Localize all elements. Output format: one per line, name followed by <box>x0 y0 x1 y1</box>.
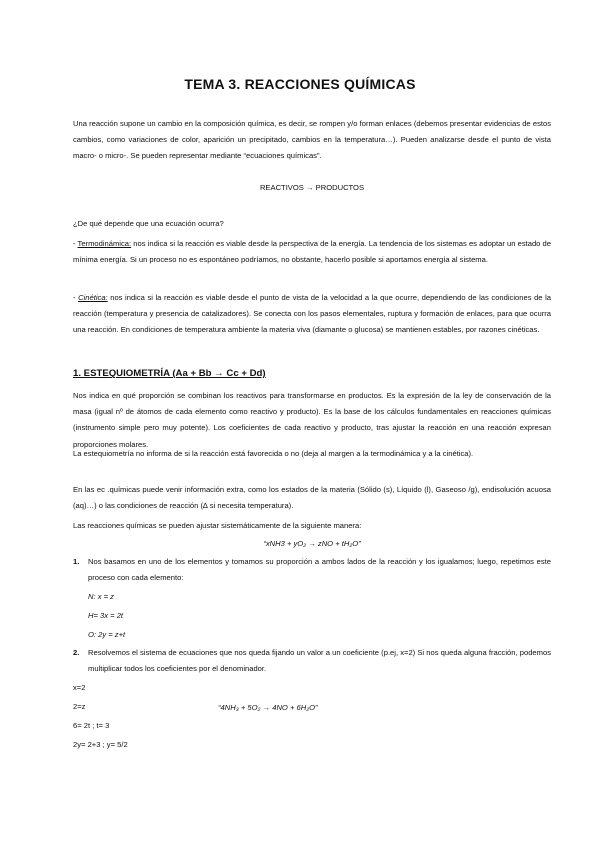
estequiometria-paragraph-2: La estequiometría no informa de si la reacción está favorecida o no (deja al margen a la termodinámica y a la cinética). <box>73 449 474 458</box>
reactivos-productos: REACTIVOS → PRODUCTOS <box>259 183 365 192</box>
step-2-text: Resolvemos el sistema de ecuaciones que nos queda fijando un valor a un coeficiente (p.ej, x=2) Si nos queda alguna fracción, podemos multiplicar todos los coeficientes por el denominador. <box>88 648 551 674</box>
step-2 <box>73 645 551 677</box>
cinetica-prefix: - <box>73 293 79 302</box>
page-title: TEMA 3. REACCIONES QUÍMICAS <box>184 76 416 92</box>
final-equation: “4NH₃ + 5O₂ → 4NO + 6H₂O” <box>218 703 318 712</box>
intro-paragraph: Una reacción supone un cambio en la composición química, es decir, se rompen y/o forman enlaces (debemos presentar evidencias de estos cambios, como variaciones de color, aparición un precipitado, cambios en la temperatura…). Pueden analizarse desde el punto de vista macro- o micro-. Se pueden representar mediante “ecuaciones químicas”. <box>73 119 551 161</box>
termo-text: nos indica si la reacción es viable desde la perspectiva de la energía. La tendencia de los sistemas es adoptar un estado de mínima energía. Si un proceso no es espontáneo podríamos, no obstante, hacerlo posible si aportamos energía al sistema. <box>73 239 551 265</box>
estequiometria-paragraph-3: En las ec .químicas puede venir información extra, como los estados de la materia (Sólido (s), Líquido (l), Gaseoso /g), endisolución acuosa (aq)…) o las condiciones de reacción (∆ si necesita temperatura). <box>73 485 551 511</box>
section-heading-estequiometria: 1. ESTEQUIOMETRÍA (Aa + Bb → Cc + Dd) <box>73 368 266 379</box>
equation-o: O: 2y = z+t <box>88 630 126 639</box>
termo-term: Termodinámica: <box>77 239 132 248</box>
general-equation: “xNH3 + yO₂ → zNO + tH₂O” <box>263 539 361 548</box>
cinetica-term: Cinética: <box>78 293 108 302</box>
equation-h: H= 3x = 2t <box>88 611 124 620</box>
step-2-number: 2. <box>73 648 80 657</box>
solve-t: 6= 2t ; t= 3 <box>73 721 110 730</box>
question-line: ¿De qué depende que una ecuación ocurra? <box>73 219 224 228</box>
cinetica-text: nos indica si la reacción es viable desde el punto de vista de la velocidad a la que ocurre, dependiendo de las condiciones de la reacción (temperatura y presencia de catalizadores). Se conecta con los pasos elementales, ruptura y formación de enlaces, para que ocurra una reacción. En condiciones de temperatura ambiente la materia viva (diamante o glucosa) se mantienen estables, por razones cinéticas. <box>73 293 551 335</box>
solve-x: x=2 <box>73 683 86 692</box>
step-1 <box>73 554 551 586</box>
estequiometria-paragraph-1: Nos indica en qué proporción se combinan los reactivos para transformarse en productos. Es la expresión de la ley de conservación de la masa (igual nº de átomos de cada elemento como reactivo y producto). Es la base de los cálculos fundamentales en reacciones químicas (instrumento simple pero muy potente). Los coeficientes de cada reactivo y producto, tras ajustar la reacción en una reacción expresan proporciones molares. <box>73 391 551 449</box>
termo-prefix: - <box>73 239 78 248</box>
step-1-text: Nos basamos en uno de los elementos y tomamos su proporción a ambos lados de la reacción y los igualamos; luego, repetimos este proceso con cada elemento: <box>88 557 551 583</box>
cinetica-paragraph <box>73 290 551 339</box>
termodinamica-paragraph <box>73 236 551 268</box>
estequiometria-paragraph-4: Las reacciones químicas se pueden ajustar sistemáticamente de la siguiente manera: <box>73 521 362 530</box>
equation-n: N: x = z <box>88 592 114 601</box>
solve-z: 2=z <box>73 702 86 711</box>
step-1-number: 1. <box>73 557 80 566</box>
solve-y: 2y= 2+3 ; y= 5/2 <box>73 740 128 749</box>
